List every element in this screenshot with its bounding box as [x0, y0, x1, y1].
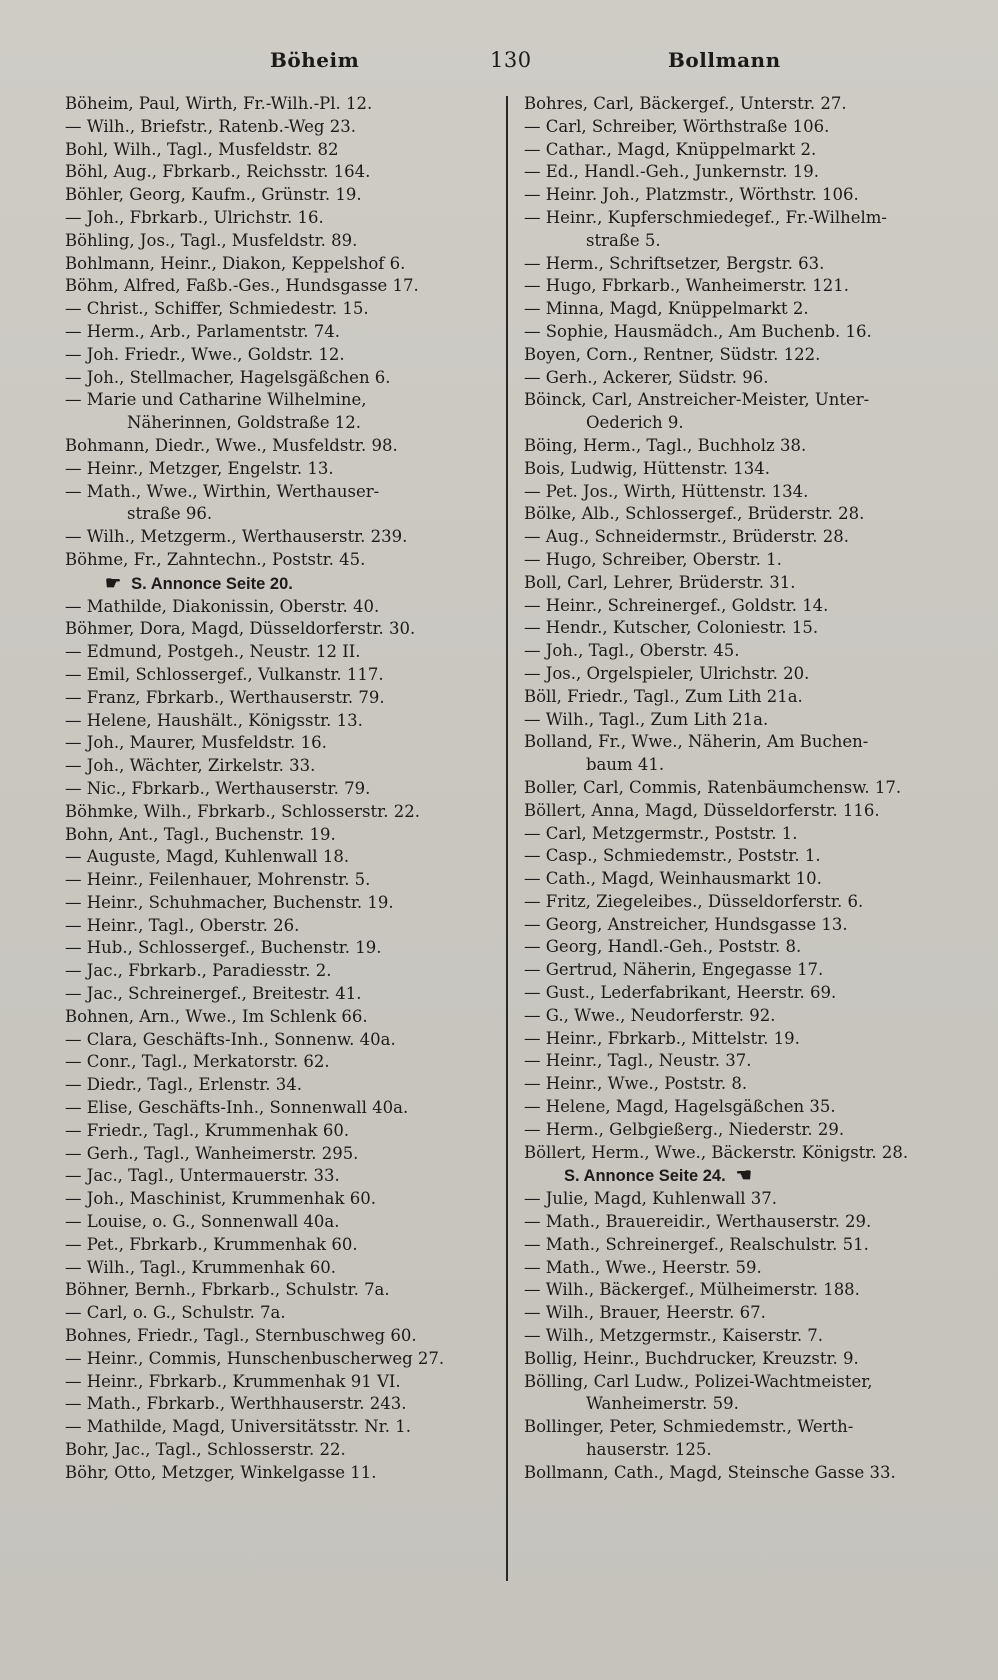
entry-text: straße 96. [127, 504, 213, 524]
directory-entry [524, 686, 964, 709]
entry-text: — Jac., Schreinergef., Breitestr. 41. [65, 984, 362, 1004]
entry-text: Bohnes, Friedr., Tagl., Sternbuschweg 60. [65, 1326, 417, 1346]
entry-text: — Georg, Anstreicher, Hundsgasse 13. [524, 914, 848, 934]
entry-text: — Wilh., Brauer, Heerstr. 67. [524, 1303, 766, 1323]
directory-entry [524, 1257, 964, 1280]
entry-text: — Mathilde, Diakonissin, Oberstr. 40. [65, 596, 380, 616]
entry-text: — Franz, Fbrkarb., Werthauserstr. 79. [65, 687, 385, 707]
directory-entry [524, 1416, 964, 1439]
directory-entry [524, 777, 964, 800]
entry-text: — Heinr., Tagl., Oberstr. 26. [65, 915, 300, 935]
directory-entry [65, 755, 510, 778]
directory-entry [65, 1143, 510, 1166]
entry-text: — Joh., Stellmacher, Hagelsgäßchen 6. [65, 367, 391, 387]
entry-text: Näherinnen, Goldstraße 12. [127, 413, 362, 433]
entry-text: — Joh., Wächter, Zirkelstr. 33. [65, 756, 316, 776]
entry-continuation [65, 412, 510, 435]
directory-entry [524, 1211, 964, 1234]
right-column [524, 93, 964, 1653]
directory-entry [65, 1439, 510, 1462]
directory-entry [65, 596, 510, 619]
entry-text: Böhmer, Dora, Magd, Düsseldorferstr. 30. [65, 619, 416, 639]
page-number: 130 [490, 48, 532, 72]
entry-text: — Mathilde, Magd, Universitätsstr. Nr. 1. [65, 1417, 411, 1437]
directory-entry [524, 275, 964, 298]
directory-entry [65, 1006, 510, 1029]
entry-text: — Cathar., Magd, Knüppelmarkt 2. [524, 139, 817, 159]
directory-entry [524, 1119, 964, 1142]
entry-text: Bois, Ludwig, Hüttenstr. 134. [524, 458, 770, 478]
directory-entry [524, 868, 964, 891]
directory-entry [524, 503, 964, 526]
directory-entry [524, 823, 964, 846]
directory-entry [65, 549, 510, 572]
entry-text: — Math., Fbrkarb., Werthhauserstr. 243. [65, 1394, 407, 1414]
entry-text: — Heinr. Joh., Platzmstr., Wörthstr. 106. [524, 185, 859, 205]
directory-entry [524, 572, 964, 595]
entry-text: — Carl, Schreiber, Wörthstraße 106. [524, 116, 830, 136]
directory-entry [524, 116, 964, 139]
directory-entry [65, 618, 510, 641]
directory-entry [524, 253, 964, 276]
directory-entry [524, 367, 964, 390]
entry-text: — Math., Wwe., Wirthin, Werthauser- [65, 481, 380, 501]
directory-entry [65, 230, 510, 253]
directory-entry [65, 892, 510, 915]
entry-text: Bohmann, Diedr., Wwe., Musfeldstr. 98. [65, 435, 398, 455]
entry-text: — Conr., Tagl., Merkatorstr. 62. [65, 1052, 330, 1072]
directory-entry [65, 389, 510, 412]
left-column [65, 93, 510, 1653]
directory-entry [524, 891, 964, 914]
header-first-name: Böheim [270, 48, 360, 72]
directory-entry [65, 1188, 510, 1211]
entry-text: Bollmann, Cath., Magd, Steinsche Gasse 33. [524, 1462, 896, 1482]
entry-text: — Nic., Fbrkarb., Werthauserstr. 79. [65, 778, 371, 798]
directory-entry [524, 389, 964, 412]
entry-text: — Math., Schreinergef., Realschulstr. 51. [524, 1234, 869, 1254]
entry-text: Bohlmann, Heinr., Diakon, Keppelshof 6. [65, 253, 406, 273]
directory-entry [524, 914, 964, 937]
entry-text: — Louise, o. G., Sonnenwall 40a. [65, 1212, 340, 1232]
pointing-hand-icon: ☛ [105, 572, 122, 593]
directory-entry [65, 801, 510, 824]
entry-text: — Helene, Magd, Hagelsgäßchen 35. [524, 1097, 836, 1117]
entry-text: — Sophie, Hausmädch., Am Buchenb. 16. [524, 321, 872, 341]
directory-entry [524, 139, 964, 162]
directory-entry [65, 139, 510, 162]
entry-text: straße 5. [586, 230, 661, 250]
directory-entry [65, 526, 510, 549]
directory-entry [65, 1416, 510, 1439]
directory-entry [65, 664, 510, 687]
directory-entry [65, 1120, 510, 1143]
directory-entry [524, 1005, 964, 1028]
directory-entry [524, 1325, 964, 1348]
entry-text: — G., Wwe., Neudorferstr. 92. [524, 1005, 776, 1025]
entry-text: — Wilh., Tagl., Zum Lith 21a. [524, 709, 769, 729]
entry-text: Bohres, Carl, Bäckergef., Unterstr. 27. [524, 94, 847, 113]
entry-text: — Helene, Haushält., Königsstr. 13. [65, 710, 363, 730]
entry-continuation [524, 1439, 964, 1462]
entry-text: — Elise, Geschäfts-Inh., Sonnenwall 40a. [65, 1098, 409, 1118]
entry-text: — Diedr., Tagl., Erlenstr. 34. [65, 1075, 303, 1095]
entry-text: — Herm., Gelbgießerg., Niederstr. 29. [524, 1119, 845, 1139]
entry-text: Böhl, Aug., Fbrkarb., Reichsstr. 164. [65, 162, 371, 182]
directory-entry [65, 915, 510, 938]
directory-entry [65, 937, 510, 960]
entry-text: — Clara, Geschäfts-Inh., Sonnenw. 40a. [65, 1029, 396, 1049]
entry-text: Böheim, Paul, Wirth, Fr.-Wilh.-Pl. 12. [65, 94, 373, 113]
directory-entry [524, 800, 964, 823]
entry-text: — Edmund, Postgeh., Neustr. 12 II. [65, 642, 361, 662]
directory-entry [65, 207, 510, 230]
directory-entry [65, 960, 510, 983]
entry-text: Böhling, Jos., Tagl., Musfeldstr. 89. [65, 230, 358, 250]
directory-entry [524, 298, 964, 321]
directory-entry [524, 1279, 964, 1302]
entry-text: Wanheimerstr. 59. [586, 1394, 739, 1414]
entry-text: — Hugo, Fbrkarb., Wanheimerstr. 121. [524, 276, 850, 296]
directory-entry [524, 1188, 964, 1211]
entry-text: — Heinr., Feilenhauer, Mohrenstr. 5. [65, 870, 371, 890]
entry-text: Böhm, Alfred, Faßb.-Ges., Hundsgasse 17. [65, 276, 419, 296]
entry-text: — Math., Wwe., Heerstr. 59. [524, 1257, 762, 1277]
directory-entry [524, 1028, 964, 1051]
entry-text: — Carl, Metzgermstr., Poststr. 1. [524, 823, 798, 843]
entry-text: Bolland, Fr., Wwe., Näherin, Am Buchen- [524, 732, 869, 752]
entry-text: Böhr, Otto, Metzger, Winkelgasse 11. [65, 1462, 377, 1482]
entry-text: — Heinr., Tagl., Neustr. 37. [524, 1051, 752, 1071]
directory-entry [65, 687, 510, 710]
annonce-reference [65, 572, 510, 596]
entry-text: Bohnen, Arn., Wwe., Im Schlenk 66. [65, 1006, 368, 1026]
directory-entry [65, 869, 510, 892]
directory-entry [524, 207, 964, 230]
entry-text: Bollig, Heinr., Buchdrucker, Kreuzstr. 9. [524, 1348, 859, 1368]
entry-text: Boller, Carl, Commis, Ratenbäumchensw. 17. [524, 777, 902, 797]
directory-entry [65, 321, 510, 344]
entry-text: Böll, Friedr., Tagl., Zum Lith 21a. [524, 686, 803, 706]
entry-text: — Herm., Schriftsetzer, Bergstr. 63. [524, 253, 825, 273]
entry-text: baum 41. [586, 755, 665, 775]
entry-text: — Heinr., Fbrkarb., Krummenhak 91 VI. [65, 1371, 401, 1391]
directory-entry [65, 1325, 510, 1348]
directory-entry [65, 367, 510, 390]
entry-text: Böinck, Carl, Anstreicher-Meister, Unter- [524, 390, 870, 410]
directory-entry [524, 321, 964, 344]
directory-entry [524, 845, 964, 868]
entry-text: — Heinr., Schuhmacher, Buchenstr. 19. [65, 892, 394, 912]
entry-text: — Friedr., Tagl., Krummenhak 60. [65, 1120, 350, 1140]
pointing-hand-icon: ☚ [735, 1165, 752, 1186]
directory-entry [65, 116, 510, 139]
entry-text: — Gust., Lederfabrikant, Heerstr. 69. [524, 983, 837, 1003]
directory-entry [524, 435, 964, 458]
directory-entry [65, 983, 510, 1006]
entry-text: — Wilh., Briefstr., Ratenb.-Weg 23. [65, 116, 356, 136]
entry-text: Boll, Carl, Lehrer, Brüderstr. 31. [524, 572, 796, 592]
directory-entry [65, 1302, 510, 1325]
page-header [0, 44, 998, 80]
entry-text: — Joh., Maurer, Musfeldstr. 16. [65, 733, 327, 753]
directory-entry [524, 1073, 964, 1096]
directory-entry [65, 732, 510, 755]
entry-continuation [524, 754, 964, 777]
directory-entry [65, 1029, 510, 1052]
entry-text: — Heinr., Commis, Hunschenbuscherweg 27. [65, 1348, 445, 1368]
entry-text: — Marie und Catharine Wilhelmine, [65, 390, 367, 410]
entry-text: Böhler, Georg, Kaufm., Grünstr. 19. [65, 185, 362, 205]
entry-text: Böing, Herm., Tagl., Buchholz 38. [524, 435, 807, 455]
directory-entry [65, 275, 510, 298]
directory-entry [65, 1165, 510, 1188]
directory-entry [524, 184, 964, 207]
directory-entry [65, 1393, 510, 1416]
directory-entry [524, 93, 964, 116]
entry-text: S. Annonce Seite 24. [564, 1167, 726, 1186]
directory-entry [65, 458, 510, 481]
entry-text: — Herm., Arb., Parlamentstr. 74. [65, 321, 341, 341]
entry-text: hauserstr. 125. [586, 1440, 712, 1460]
entry-text: — Gertrud, Näherin, Engegasse 17. [524, 960, 824, 980]
entry-text: Bohl, Wilh., Tagl., Musfeldstr. 82 [65, 139, 339, 159]
entry-text: — Carl, o. G., Schulstr. 7a. [65, 1303, 286, 1323]
directory-entry [65, 1051, 510, 1074]
entry-continuation [524, 412, 964, 435]
entry-continuation [524, 1393, 964, 1416]
entry-text: — Julie, Magd, Kuhlenwall 37. [524, 1189, 778, 1209]
directory-entry [524, 595, 964, 618]
directory-entry [65, 435, 510, 458]
entry-text: — Wilh., Metzgermstr., Kaiserstr. 7. [524, 1326, 824, 1346]
entry-text: Boyen, Corn., Rentner, Südstr. 122. [524, 344, 821, 364]
entry-text: — Emil, Schlossergef., Vulkanstr. 117. [65, 664, 384, 684]
directory-entry [65, 1211, 510, 1234]
directory-entry [65, 1371, 510, 1394]
entry-text: — Ed., Handl.-Geh., Junkernstr. 19. [524, 162, 819, 182]
directory-entry [65, 1097, 510, 1120]
entry-text: — Heinr., Metzger, Engelstr. 13. [65, 458, 334, 478]
directory-entry [65, 846, 510, 869]
entry-text: — Gerh., Ackerer, Südstr. 96. [524, 367, 769, 387]
directory-entry [65, 710, 510, 733]
entry-text: — Hugo, Schreiber, Oberstr. 1. [524, 549, 782, 569]
directory-entry [524, 663, 964, 686]
directory-entry [524, 936, 964, 959]
entry-text: — Joh., Fbrkarb., Ulrichstr. 16. [65, 207, 324, 227]
directory-entry [524, 1302, 964, 1325]
entry-text: — Pet. Jos., Wirth, Hüttenstr. 134. [524, 481, 809, 501]
directory-entry [524, 1050, 964, 1073]
entry-text: — Pet., Fbrkarb., Krummenhak 60. [65, 1234, 358, 1254]
entry-text: — Cath., Magd, Weinhausmarkt 10. [524, 869, 822, 889]
entry-text: — Auguste, Magd, Kuhlenwall 18. [65, 847, 350, 867]
entry-text: Böllert, Anna, Magd, Düsseldorferstr. 116. [524, 800, 880, 820]
directory-entry [65, 778, 510, 801]
entry-text: — Minna, Magd, Knüppelmarkt 2. [524, 299, 809, 319]
directory-entry [524, 731, 964, 754]
directory-entry [65, 1279, 510, 1302]
directory-entry [524, 1371, 964, 1394]
column-divider [506, 96, 508, 1581]
directory-entry [524, 481, 964, 504]
directory-entry [524, 982, 964, 1005]
entry-text: Bölke, Alb., Schlossergef., Brüderstr. 28. [524, 504, 865, 524]
entry-text: Bollinger, Peter, Schmiedemstr., Werth- [524, 1417, 854, 1437]
entry-text: — Jac., Tagl., Untermauerstr. 33. [65, 1166, 340, 1186]
entry-text: — Heinr., Kupferschmiedegef., Fr.-Wilhelm- [524, 207, 888, 227]
entry-text: — Wilh., Metzgerm., Werthauserstr. 239. [65, 527, 408, 547]
directory-entry [524, 1234, 964, 1257]
directory-entry [524, 709, 964, 732]
header-last-name: Bollmann [668, 48, 781, 72]
entry-text: — Georg, Handl.-Geh., Poststr. 8. [524, 937, 802, 957]
entry-text: Bohn, Ant., Tagl., Buchenstr. 19. [65, 824, 336, 844]
directory-entry [524, 959, 964, 982]
directory-entry [524, 1096, 964, 1119]
directory-entry [524, 549, 964, 572]
directory-entry [65, 344, 510, 367]
entry-text: — Joh., Tagl., Oberstr. 45. [524, 641, 740, 661]
directory-entry [524, 344, 964, 367]
directory-entry [65, 184, 510, 207]
directory-entry [524, 161, 964, 184]
directory-entry [65, 1257, 510, 1280]
entry-text: Böllert, Herm., Wwe., Bäckerstr. Königstr. 28. [524, 1142, 909, 1162]
directory-entry [524, 1462, 964, 1485]
directory-entry [65, 481, 510, 504]
directory-entry [65, 824, 510, 847]
annonce-reference [524, 1164, 964, 1188]
entry-text: — Joh., Maschinist, Krummenhak 60. [65, 1189, 376, 1209]
directory-entry [65, 1348, 510, 1371]
entry-text: Bohr, Jac., Tagl., Schlosserstr. 22. [65, 1440, 346, 1460]
directory-entry [524, 640, 964, 663]
directory-entry [524, 1348, 964, 1371]
directory-entry [65, 1074, 510, 1097]
directory-entry [524, 1142, 964, 1165]
entry-text: Böhner, Bernh., Fbrkarb., Schulstr. 7a. [65, 1280, 390, 1300]
directory-entry [65, 641, 510, 664]
directory-entry [65, 298, 510, 321]
entry-text: — Casp., Schmiedemstr., Poststr. 1. [524, 846, 821, 866]
entry-text: — Gerh., Tagl., Wanheimerstr. 295. [65, 1143, 359, 1163]
entry-text: — Wilh., Bäckergef., Mülheimerstr. 188. [524, 1280, 860, 1300]
entry-text: S. Annonce Seite 20. [131, 574, 293, 593]
directory-entry [524, 617, 964, 640]
directory-entry [65, 253, 510, 276]
entry-continuation [524, 230, 964, 253]
entry-text: Böhmke, Wilh., Fbrkarb., Schlosserstr. 22. [65, 801, 420, 821]
entry-text: — Jos., Orgelspieler, Ulrichstr. 20. [524, 663, 810, 683]
directory-entry [524, 526, 964, 549]
directory-entry [65, 93, 510, 116]
entry-text: — Math., Brauereidir., Werthauserstr. 29. [524, 1212, 872, 1232]
directory-entry [524, 458, 964, 481]
entry-text: — Heinr., Wwe., Poststr. 8. [524, 1074, 748, 1094]
entry-continuation [65, 503, 510, 526]
entry-text: — Wilh., Tagl., Krummenhak 60. [65, 1257, 336, 1277]
entry-text: — Hub., Schlossergef., Buchenstr. 19. [65, 938, 382, 958]
entry-text: — Aug., Schneidermstr., Brüderstr. 28. [524, 527, 849, 547]
entry-text: Oederich 9. [586, 413, 684, 433]
entry-text: — Fritz, Ziegeleibes., Düsseldorferstr. 6. [524, 891, 864, 911]
entry-text: — Joh. Friedr., Wwe., Goldstr. 12. [65, 344, 345, 364]
directory-entry [65, 1462, 510, 1485]
entry-text: — Jac., Fbrkarb., Paradiesstr. 2. [65, 961, 332, 981]
entry-text: Böhme, Fr., Zahntechn., Poststr. 45. [65, 549, 366, 569]
directory-entry [65, 161, 510, 184]
directory-entry [65, 1234, 510, 1257]
entry-text: — Christ., Schiffer, Schmiedestr. 15. [65, 299, 369, 319]
entry-text: Bölling, Carl Ludw., Polizei-Wachtmeister, [524, 1371, 873, 1391]
entry-text: — Hendr., Kutscher, Coloniestr. 15. [524, 618, 819, 638]
entry-text: — Heinr., Schreinergef., Goldstr. 14. [524, 595, 829, 615]
entry-text: — Heinr., Fbrkarb., Mittelstr. 19. [524, 1028, 800, 1048]
